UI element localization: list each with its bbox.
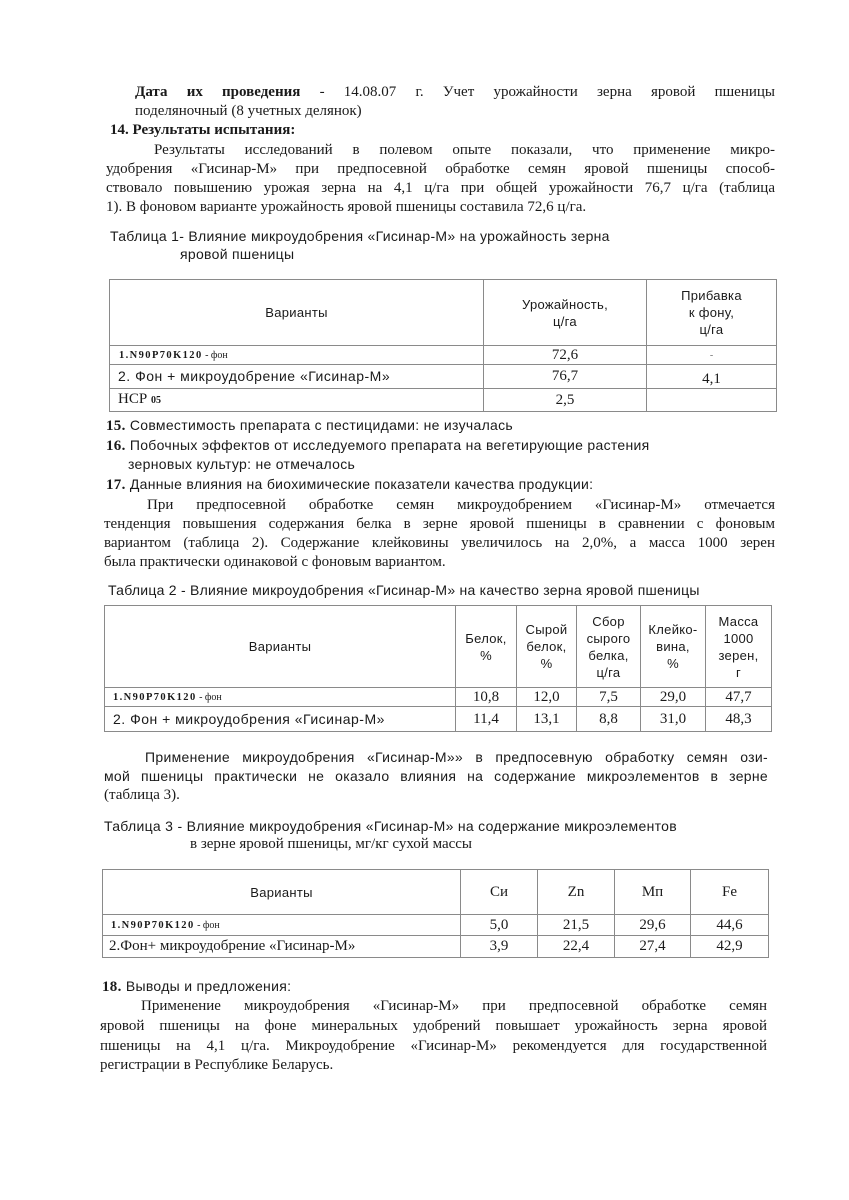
table-3-caption: Таблица 3 - Влияние микроудобрения «Гисинар-М» на содержание микроэлементов <box>104 818 677 834</box>
variant-cell: 2.Фон+ микроудобрение «Гисинар-М» <box>103 936 461 958</box>
table-1-caption: Таблица 1- Влияние микроудобрения «Гисинар-М» на урожайность зерна <box>110 228 610 244</box>
intro-line-2: поделяночный (8 учетных делянок) <box>135 103 362 119</box>
table-2-header-protein <box>456 606 517 688</box>
value-cell: 11,4 <box>456 707 517 732</box>
header-line: ц/га <box>699 322 724 337</box>
table-2-header-gluten <box>641 606 706 688</box>
section-text: Побочных эффектов от исследуемого препарата на вегетирующие растения <box>125 437 650 453</box>
header-line: Прибавка <box>681 288 742 303</box>
section-17-para-line: была практически одинаковой с фоновым вариантом. <box>104 554 446 570</box>
section-number: 17. <box>106 477 126 493</box>
value-cell: 12,0 <box>517 688 577 707</box>
table-3-intro-line: (таблица 3). <box>104 787 180 803</box>
header-line: к фону, <box>688 305 735 320</box>
section-17-para-line: вариантом (таблица 2). Содержание клейковины увеличилось на 2,0%, а масса 1000 зерен <box>104 535 775 551</box>
date-label: Дата их проведения <box>135 84 301 100</box>
header-line: зерен, <box>718 647 759 663</box>
variant-cell <box>105 688 456 707</box>
header-line: Белок, <box>465 630 507 646</box>
increase-cell: 4,1 <box>647 365 777 389</box>
table-2-header-crude-protein-yield <box>577 606 641 688</box>
section-text: Выводы и предложения: <box>121 978 292 994</box>
value-cell: 27,4 <box>615 936 691 958</box>
table-row <box>103 936 769 958</box>
table-1-header-increase <box>647 280 777 346</box>
header-line: % <box>540 656 553 671</box>
section-16 <box>106 436 650 456</box>
header-line: ц/га <box>596 664 621 680</box>
header-line: Урожайность, <box>521 296 609 312</box>
table-row <box>103 915 769 936</box>
value-cell: 22,4 <box>538 936 615 958</box>
table-3-header-zn: Zn <box>538 870 615 915</box>
section-14-para-line: удобрения «Гисинар-М» при предпосевной обработке семян яровой пшеницы способ- <box>106 161 775 177</box>
yield-cell: 76,7 <box>484 365 647 389</box>
table-2-header-crude-protein <box>517 606 577 688</box>
section-18-para-line: яровой пшеницы на фоне минеральных удобрений повышает урожайность зерна яровой <box>100 1018 767 1034</box>
section-17-para-line: При предпосевной обработке семян микроудобрением «Гисинар-М» отмечается <box>147 497 775 513</box>
section-text: Данные влияния на биохимические показатели качества продукции: <box>125 476 594 492</box>
variant-cell: 2. Фон + микроудобрение «Гисинар-М» <box>110 365 484 389</box>
header-line: Клейко- <box>648 622 698 637</box>
section-16-line-2: зерновых культур: не отмечалось <box>128 456 356 472</box>
value-cell: 31,0 <box>641 707 706 732</box>
section-14-para-line: 1). В фоновом варианте урожайность яровой пшеницы составила 72,6 ц/га. <box>106 199 587 215</box>
header-line: белок, <box>526 639 567 654</box>
value-cell: 44,6 <box>691 915 769 936</box>
table-3-microelements <box>102 869 769 958</box>
date-text: - 14.08.07 г. Учет урожайности зерна яровой пшеницы <box>300 84 775 100</box>
value-cell: 29,0 <box>641 688 706 707</box>
table-2-caption: Таблица 2 - Влияние микроудобрения «Гисинар-М» на качество зерна яровой пшеницы <box>108 582 700 598</box>
variant-cell: 2. Фон + микроудобрения «Гисинар-М» <box>105 707 456 732</box>
section-17-para-line: тенденция повышения содержания белка в зерне яровой пшеницы в сравнении с фоновым <box>104 516 775 532</box>
variant-suffix: - фон <box>194 920 220 931</box>
table-3-intro-line: Применение микроудобрения «Гисинар-М»» в предпосевную обработку семян ози- <box>145 749 768 765</box>
section-18 <box>102 977 291 997</box>
variant-suffix: - фон <box>202 350 228 361</box>
table-1-header-yield <box>484 280 647 346</box>
table-2-header-variants: Варианты <box>105 606 456 688</box>
value-cell: 7,5 <box>577 688 641 707</box>
table-1-caption-line-2: яровой пшеницы <box>180 246 295 262</box>
header-line: Масса <box>718 613 759 629</box>
value-cell: 5,0 <box>461 915 538 936</box>
section-14-para-line: Результаты исследований в полевом опыте показали, что применение микро- <box>154 142 775 158</box>
section-number: 18. <box>102 979 122 995</box>
variant-cell <box>110 389 484 412</box>
table-3-header-cu: Cи <box>461 870 538 915</box>
header-line: Сырой <box>525 622 568 637</box>
section-text: Совместимость препарата с пестицидами: не изучалась <box>125 417 514 433</box>
table-3-intro-line: мой пшеницы практически не оказало влияния на содержание микроэлементов в зерне <box>104 768 768 784</box>
increase-cell <box>647 389 777 412</box>
value-cell: 42,9 <box>691 936 769 958</box>
value-cell: 3,9 <box>461 936 538 958</box>
header-line: ц/га <box>553 313 577 329</box>
table-2-header-mass-1000 <box>706 606 772 688</box>
yield-cell: 72,6 <box>484 346 647 365</box>
yield-cell: 2,5 <box>484 389 647 412</box>
table-2-quality <box>104 605 772 732</box>
section-15 <box>106 416 513 436</box>
header-line: % <box>667 656 679 671</box>
value-cell: 21,5 <box>538 915 615 936</box>
variant-label: НСР <box>118 391 148 407</box>
section-number: 16. <box>106 438 126 454</box>
table-3-header-variants: Варианты <box>103 870 461 915</box>
table-row <box>110 346 777 365</box>
intro-line-1 <box>135 83 775 102</box>
table-row <box>105 707 772 732</box>
value-cell: 47,7 <box>706 688 772 707</box>
section-14-heading: 14. Результаты испытания: <box>110 122 296 138</box>
table-1-header-variants: Варианты <box>110 280 484 346</box>
section-number: 15. <box>106 418 126 434</box>
header-line: г <box>735 664 742 680</box>
header-line: белка, <box>588 647 629 663</box>
table-1-yield <box>109 279 777 412</box>
variant-code: 1.N90P70K120 <box>119 350 203 361</box>
section-18-para-line: пшеницы на 4,1 ц/га. Микроудобрение «Гисинар-М» рекомендуется для государственной <box>100 1038 767 1054</box>
variant-code: 1.N90P70K120 <box>113 692 197 703</box>
value-cell: 13,1 <box>517 707 577 732</box>
variant-cell <box>110 346 484 365</box>
table-3-caption-line-2: в зерне яровой пшеницы, мг/кг сухой массы <box>190 836 473 852</box>
table-row <box>105 688 772 707</box>
header-line: Сбор <box>592 613 625 629</box>
table-row <box>110 365 777 389</box>
header-line: вина, <box>656 639 690 654</box>
variant-subscript: 05 <box>150 395 161 406</box>
table-3-header-fe: Fe <box>691 870 769 915</box>
table-3-header-mn: Mп <box>615 870 691 915</box>
variant-suffix: - фон <box>196 692 222 703</box>
table-row <box>110 389 777 412</box>
section-14-para-line: ствовало повышению урожая зерна на 4,1 ц/га при общей урожайности 76,7 ц/га (таблица <box>106 180 775 196</box>
value-cell: 48,3 <box>706 707 772 732</box>
header-line: % <box>480 647 492 663</box>
section-18-para-line: регистрации в Республике Беларусь. <box>100 1057 334 1073</box>
increase-cell: - <box>647 346 777 365</box>
value-cell: 29,6 <box>615 915 691 936</box>
value-cell: 10,8 <box>456 688 517 707</box>
variant-code: 1.N90P70K120 <box>111 920 195 931</box>
section-17 <box>106 475 593 495</box>
section-18-para-line: Применение микроудобрения «Гисинар-М» при предпосевной обработке семян <box>141 998 767 1014</box>
header-line: 1000 <box>723 630 754 646</box>
value-cell: 8,8 <box>577 707 641 732</box>
header-line: сырого <box>586 630 631 646</box>
variant-cell <box>103 915 461 936</box>
